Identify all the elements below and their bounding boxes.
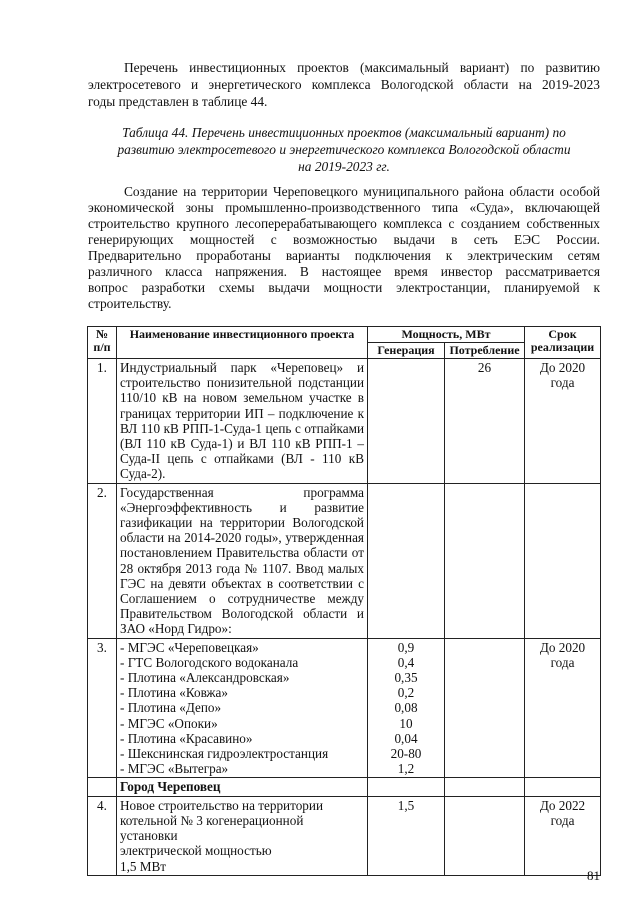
header-term: Срок реализации bbox=[525, 327, 601, 359]
row-project-name bbox=[117, 796, 368, 875]
table-row bbox=[88, 359, 601, 484]
page-number: 81 bbox=[587, 868, 600, 883]
hydro-generation: 0,9 bbox=[397, 639, 415, 655]
body-line-5: Предварительно проработаны варианты подключения к электрическим сетям bbox=[88, 248, 600, 263]
body-line-7: вопрос разработки схемы выдачи мощности электростанции, планируемой к bbox=[88, 280, 600, 295]
hydro-item: - МГЭС «Череповецкая» bbox=[120, 639, 259, 655]
intro-line-2: электросетевого и энергетического комплекса Вологодской области на 2019-2023 bbox=[88, 77, 600, 92]
hydro-generation: 0,04 bbox=[394, 730, 418, 746]
hydro-item: - МГЭС «Опоки» bbox=[120, 715, 218, 731]
hydro-item: - Плотина «Депо» bbox=[120, 700, 222, 716]
intro-line-3: годы представлен в таблице 44. bbox=[88, 94, 268, 109]
row-term: До 2020 года bbox=[525, 638, 601, 778]
table-caption-line-1: Таблица 44. Перечень инвестиционных проектов (максимальный вариант) по bbox=[122, 125, 566, 140]
row-term bbox=[525, 483, 601, 638]
body-line-3: строительство крупного лесоперерабатывающего комплекса с созданием собственных bbox=[88, 216, 600, 231]
row-num: 3. bbox=[88, 638, 117, 778]
body-line-1: Создание на территории Череповецкого муниципального района области особой bbox=[124, 184, 600, 199]
intro-line-1: Перечень инвестиционных проектов (максимальный вариант) по развитию bbox=[124, 60, 600, 75]
hydro-generation: 0,4 bbox=[397, 654, 415, 670]
project-line: 1,5 МВт bbox=[120, 858, 167, 874]
header-generation: Генерация bbox=[368, 343, 445, 359]
hydro-item: - ГТС Вологодского водоканала bbox=[120, 654, 299, 670]
row-project-name: Государственная программа «Энергоэффективность и развитие газификации на территории Вологодской области на 2014-2020 годы», утвержденная постановлением Правительства области от 28 октября 2013 года № 1107. Ввод малых ГЭС на девяти объектах в соответствии с Соглашением о сотрудничестве между Правительством Вологодской области и ЗАО «Норд Гидро»: bbox=[117, 483, 368, 638]
hydro-generation: 1,2 bbox=[397, 761, 415, 777]
project-line: Новое строительство на территории bbox=[120, 797, 323, 813]
row-generation-list bbox=[368, 638, 445, 778]
project-line: электрической мощностью bbox=[120, 843, 272, 859]
hydro-item: - Шекснинская гидроэлектростанция bbox=[120, 746, 329, 762]
table-row bbox=[88, 796, 601, 875]
row-consumption: 26 bbox=[445, 359, 525, 484]
header-name: Наименование инвестиционного проекта bbox=[117, 327, 368, 359]
row-num: 1. bbox=[88, 359, 117, 484]
table-row bbox=[88, 483, 601, 638]
header-consumption: Потребление bbox=[445, 343, 525, 359]
hydro-generation: 0,35 bbox=[394, 670, 418, 686]
hydro-generation: 10 bbox=[399, 715, 413, 731]
table-row bbox=[88, 638, 601, 778]
hydro-generation: 0,08 bbox=[394, 700, 418, 716]
row-consumption bbox=[445, 796, 525, 875]
body-line-2: экономической зоны промышленно-производственного типа «Суда», включающей bbox=[88, 200, 600, 215]
row-num: 2. bbox=[88, 483, 117, 638]
hydro-item: - МГЭС «Вытегра» bbox=[120, 761, 229, 777]
row-consumption bbox=[445, 483, 525, 638]
table-header-row bbox=[88, 327, 601, 343]
hydro-item: - Плотина «Красавино» bbox=[120, 730, 253, 746]
row-project-list bbox=[117, 638, 368, 778]
header-power: Мощность, МВт bbox=[368, 327, 525, 343]
section-title: Город Череповец bbox=[117, 778, 368, 796]
section-num-cell bbox=[88, 778, 117, 796]
body-line-6: различного класса напряжения. В настоящее время инвестор рассматривается bbox=[88, 264, 600, 279]
investment-projects-table bbox=[87, 326, 601, 876]
row-generation: 1,5 bbox=[368, 796, 445, 875]
header-num: № п/п bbox=[88, 327, 117, 359]
section-empty bbox=[445, 778, 525, 796]
hydro-item: - Плотина «Ковжа» bbox=[120, 685, 228, 701]
row-num: 4. bbox=[88, 796, 117, 875]
hydro-item: - Плотина «Александровская» bbox=[120, 670, 290, 686]
section-empty bbox=[368, 778, 445, 796]
hydro-generation: 20-80 bbox=[390, 746, 422, 762]
row-consumption bbox=[445, 638, 525, 778]
table-caption-line-2: развитию электросетевого и энергетического комплекса Вологодской области bbox=[117, 142, 571, 157]
row-generation bbox=[368, 483, 445, 638]
hydro-generation: 0,2 bbox=[397, 685, 415, 701]
body-line-4: генерирующих мощностей с возможностью выдачи в сеть ЕЭС России. bbox=[88, 232, 600, 247]
row-term: До 2022 года bbox=[525, 796, 601, 875]
section-empty bbox=[525, 778, 601, 796]
body-line-8: строительству. bbox=[88, 296, 172, 311]
row-project-name: Индустриальный парк «Череповец» и строительство понизительной подстанции 110/10 кВ на новом земельном участке в границах территории ИП – подключение к ВЛ 110 кВ РПП-1-Суда-1 цепь с отпайками (ВЛ 110 кВ Суда-1) и ВЛ 110 кВ РПП-1 – Суда-II цепь с отпайками (ВЛ - 110 кВ Суда-2). bbox=[117, 359, 368, 484]
table-caption-line-3: на 2019-2023 гг. bbox=[298, 159, 390, 174]
project-line: котельной № 3 когенерационной установки bbox=[120, 812, 304, 844]
row-generation bbox=[368, 359, 445, 484]
table-section-row bbox=[88, 778, 601, 796]
row-term: До 2020 года bbox=[525, 359, 601, 484]
